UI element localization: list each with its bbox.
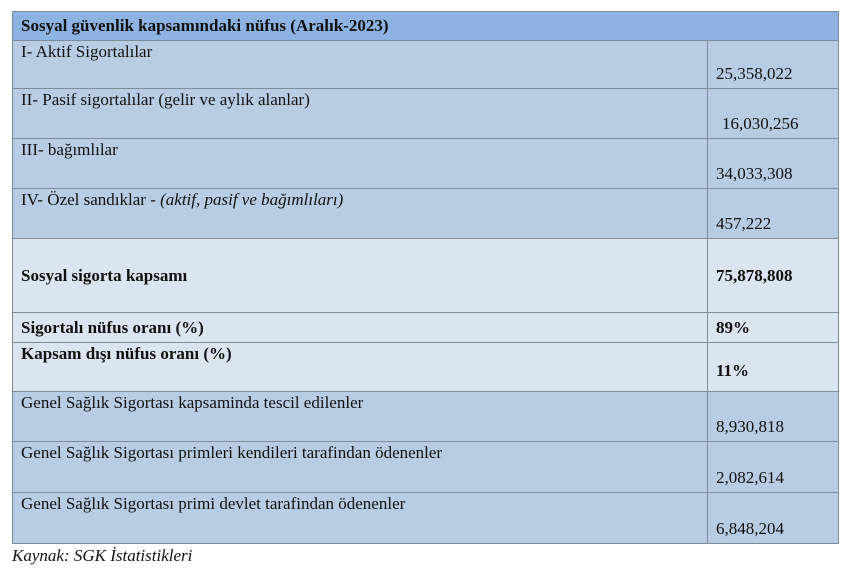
row-label: Kapsam dışı nüfus oranı (%): [13, 343, 708, 392]
row-value: 6,848,204: [708, 493, 839, 544]
row-label: Genel Sağlık Sigortası primi devlet tarafindan ödenenler: [13, 493, 708, 544]
table-row: [13, 89, 839, 139]
table-row: [13, 343, 839, 392]
table-title: Sosyal güvenlik kapsamındaki nüfus (Aralık-2023): [13, 12, 839, 41]
row-label-text: IV- Özel sandıklar -: [21, 190, 161, 209]
row-label: Genel Sağlık Sigortası primleri kendileri tarafindan ödenenler: [13, 442, 708, 493]
table-row: [13, 392, 839, 442]
row-label: Sosyal sigorta kapsamı: [13, 239, 708, 313]
row-label: Genel Sağlık Sigortası kapsaminda tescil edilenler: [13, 392, 708, 442]
row-label-note: (aktif, pasif ve bağımlıları): [160, 190, 344, 209]
row-label: [13, 189, 708, 239]
row-value: 34,033,308: [708, 139, 839, 189]
row-label: Sigortalı nüfus oranı (%): [13, 313, 708, 343]
table-row: [13, 41, 839, 89]
table-row: [13, 239, 839, 313]
source-note: Kaynak: SGK İstatistikleri: [12, 546, 193, 565]
row-value: 16,030,256: [708, 89, 839, 139]
row-value: 75,878,808: [708, 239, 839, 313]
row-value: 25,358,022: [708, 41, 839, 89]
coverage-table: [12, 11, 839, 544]
row-value: 89%: [708, 313, 839, 343]
table-row: [13, 493, 839, 544]
table-row: [13, 313, 839, 343]
row-label: II- Pasif sigortalılar (gelir ve aylık alanlar): [13, 89, 708, 139]
table-row: [13, 189, 839, 239]
table-row: [13, 442, 839, 493]
table-row: [13, 139, 839, 189]
row-label: I- Aktif Sigortalılar: [13, 41, 708, 89]
row-value: 11%: [708, 343, 839, 392]
row-value: 2,082,614: [708, 442, 839, 493]
row-value: 457,222: [708, 189, 839, 239]
row-label: III- bağımlılar: [13, 139, 708, 189]
row-value: 8,930,818: [708, 392, 839, 442]
table-title-row: [13, 12, 839, 41]
